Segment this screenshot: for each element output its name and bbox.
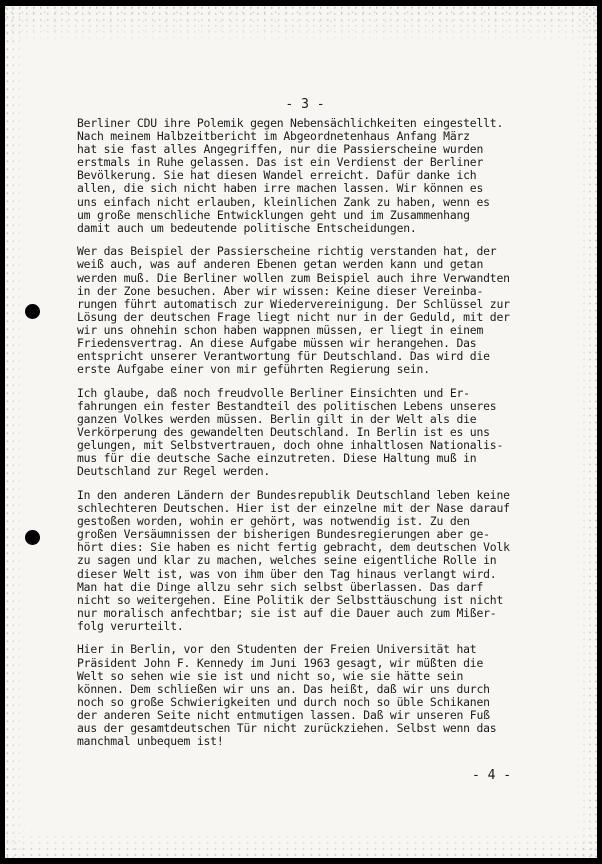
text-line: gestoßen worden, wohin er gehört, was notwendig ist. Zu den: [77, 514, 470, 529]
text-line: Lösung der deutschen Frage liegt nicht nur in der Geduld, mit der: [77, 309, 510, 324]
text-line: noch so große Schwierigkeiten und durch noch so üble Schikanen: [77, 694, 490, 709]
paragraph: [77, 489, 592, 633]
text-line: uns einfach nicht erlauben, kleinlichen Zank zu haben, wenn es: [77, 194, 490, 209]
text-line: weiß auch, was auf anderen Ebenen getan werden kann und getan: [77, 257, 484, 272]
text-line: Hier in Berlin, vor den Studenten der Freien Universität hat: [77, 642, 477, 657]
text-line: Friedensvertrag. An diese Aufgabe müssen wir herangehen. Das: [77, 336, 477, 350]
text-line: erstmals in Ruhe gelassen. Das ist ein Verdienst der Berliner: [77, 155, 484, 170]
text-line: manchmal unbequem ist!: [77, 734, 224, 749]
text-line: schlechteren Deutschen. Hier ist der einzelne mit der Nase darauf: [77, 501, 510, 516]
text-line: ganzen Volkes werden müssen. Berlin gilt in der Welt als die: [77, 411, 477, 426]
text-line: der anderen Seite nicht entmutigen lassen. Daß wir unseren Fuß: [77, 707, 490, 722]
scan-edge-left: [5, 6, 27, 858]
text-line: entspricht unserer Verantwortung für Deutschland. Das wird die: [77, 349, 490, 364]
paragraph: [77, 245, 592, 376]
text-line: folg verurteilt.: [77, 618, 184, 633]
paragraph: [77, 643, 592, 748]
text-line: Berliner CDU ihre Polemik gegen Nebensächlichkeiten eingestellt.: [77, 116, 504, 130]
text-line: zu sagen und klar zu machen, welches seine eigentliche Rolle in: [77, 553, 497, 568]
text-line: hat sie fast alles Angegriffen, nur die Passierscheine wurden: [77, 142, 484, 157]
text-line: gelungen, mit Selbstvertrauen, doch ohne inhaltlosen Nationalis-: [77, 438, 504, 453]
text-line: Nach meinem Halbzeitbericht im Abgeordnetenhaus Anfang März: [77, 129, 470, 144]
text-line: Bevölkerung. Sie hat diesen Wandel erreicht. Dafür danke ich: [77, 168, 477, 183]
text-line: erste Aufgabe einer von mir geführten Regierung sein.: [77, 362, 430, 377]
text-line: rungen führt automatisch zur Wiedervereinigung. Der Schlüssel zur: [77, 296, 510, 311]
text-line: in der Zone besuchen. Aber wir wissen: Keine dieser Vereinba-: [77, 283, 484, 298]
text-line: In den anderen Ländern der Bundesrepublik Deutschland leben keine: [77, 487, 510, 502]
text-line: dieser Welt ist, was von ihm über den Tag hinaus verlangt wird.: [77, 566, 497, 581]
text-line: können. Dem schließen wir uns an. Das heißt, daß wir uns durch: [77, 681, 490, 696]
text-line: wir uns ohnehin schon haben wappnen müssen, er liegt in einem: [77, 322, 484, 337]
paragraph: [77, 117, 592, 235]
text-line: aus der gesamtdeutschen Tür nicht zurückziehen. Selbst wenn das: [77, 721, 497, 736]
text-line: Welt so sehen wie sie ist und nicht so, wie sie hätte sein: [77, 668, 464, 683]
punch-hole-lower: [25, 530, 40, 545]
text-line: Wer das Beispiel der Passierscheine richtig verstanden hat, der: [77, 244, 497, 259]
text-line: hört dies: Sie haben es nicht fertig gebracht, dem deutschen Volk: [77, 540, 510, 555]
text-line: mus für die deutsche Sache einzutreten. Diese Haltung muß in: [77, 451, 477, 466]
text-line: Verkörperung des gewandelten Deutschland. In Berlin ist es uns: [77, 425, 490, 440]
text-line: großen Versäumnissen der bisherigen Bundesregierungen aber ge-: [77, 527, 490, 542]
text-line: Ich glaube, daß noch freudvolle Berliner Einsichten und Er-: [77, 385, 470, 400]
text-line: werden muß. Die Berliner wollen zum Beispiel auch ihre Verwandten: [77, 270, 510, 285]
punch-hole-upper: [25, 304, 40, 319]
text-line: damit auch um bedeutende politische Entscheidungen.: [77, 220, 417, 235]
page-number: - 3 -: [285, 97, 325, 112]
next-page-marker: - 4 -: [472, 768, 512, 783]
text-line: nur moralisch anfechtbar; sie ist auf die Dauer auch zum Mißer-: [77, 605, 497, 620]
text-line: Man hat die Dinge allzu sehr sich selbst überlassen. Das darf: [77, 579, 484, 594]
paragraph: [77, 387, 592, 479]
scan-edge-bottom: [5, 828, 597, 858]
document-body: [77, 117, 592, 759]
text-line: fahrungen ein fester Bestandteil des politischen Lebens unseres: [77, 398, 497, 413]
scan-edge-top: [5, 6, 597, 46]
text-line: nicht so weitergehen. Eine Politik der Selbsttäuschung ist nicht: [77, 592, 504, 607]
text-line: um große menschliche Entwicklungen geht und im Zusammenhang: [77, 207, 470, 222]
text-line: Deutschland zur Regel werden.: [77, 464, 271, 479]
text-line: Präsident John F. Kennedy im Juni 1963 gesagt, wir müßten die: [77, 655, 484, 670]
text-line: allen, die sich nicht haben irre machen lassen. Wir können es: [77, 181, 484, 196]
